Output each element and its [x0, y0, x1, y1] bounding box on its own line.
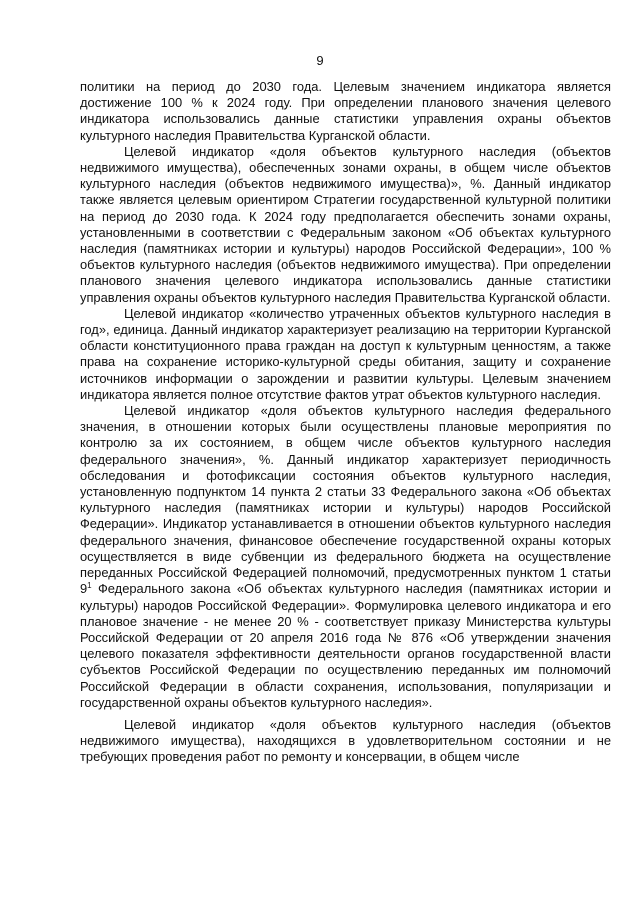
article-superscript: 1 [87, 581, 92, 591]
paragraph-1: политики на период до 2030 года. Целевым значением индикатора является достижение 100 % к 2024 году. При определении планового значения целевого индикатора использовались данные статистики управления охраны объектов культурного наследия Правительства Курганской области. [80, 79, 611, 143]
paragraph-3: Целевой индикатор «количество утраченных объектов культурного наследия в год», единица. Данный индикатор характеризует реализацию на территории Курганской области конституционного права граждан на доступ к культурным ценностям, а также права на сохранение историко-культурной среды обитания, защиту и сохранение источников информации о зарождении и развитии культуры. Целевым значением индикатора является полное отсутствие фактов утрат объектов культурного наследия. [80, 305, 611, 402]
paragraph-4-continued: Федерального закона «Об объектах культурного наследия (памятниках истории и культуры) народов Российской Федерации». Формулировка целевого индикатора и его плановое значение - не менее 20 % - соответствует приказу Министерства культуры Российской Федерации от 20 апреля 2016 года № 876 «Об утверждении значения целевого показателя эффективности деятельности органов государственной власти субъектов Российской Федерации по осуществлению переданных им полномочий Российской Федерации в области сохранения, использования, популяризации и государственной охраны объектов культурного наследия». [80, 581, 611, 710]
page-number: 9 [316, 53, 324, 68]
paragraph-2: Целевой индикатор «доля объектов культурного наследия (объектов недвижимого имущества), обеспеченных зонами охраны, в общем числе объектов культурного наследия (объектов недвижимого имущества)», %. Данный индикатор также является целевым ориентиром Стратегии государственной культурной политики на период до 2030 года. К 2024 году предполагается обеспечить зонами охраны, установленными в соответствии с Федеральным законом «Об объектах культурного наследия (памятниках истории и культуры) народов Российской Федерации», 100 % объектов культурного наследия (объектов недвижимого имущества). При определении планового значения целевого индикатора использовались данные статистики управления охраны объектов культурного наследия Правительства Курганской области. [80, 143, 611, 305]
paragraph-4-text: Целевой индикатор «доля объектов культурного наследия федерального значения, в отношении которых были осуществлены плановые мероприятия по контролю за их состоянием, в общем числе объектов культурного наследия федерального значения», %. Данный индикатор характеризует периодичность обследования и фотофиксации состояния объектов культурного наследия, установленную подпунктом 14 пункта 2 статьи 33 Федерального закона «Об объектах культурного наследия (памятниках истории и культуры) народов Российской Федерации». Индикатор устанавливается в отношении объектов культурного наследия федерального значения, финансовое обеспечение государственной охраны которых осуществляется в виде субвенции из федерального бюджета на осуществление переданных Российской Федерацией полномочий, предусмотренных пунктом 1 статьи 9 [80, 403, 611, 597]
paragraph-4 [80, 403, 611, 711]
document-body [80, 79, 611, 766]
paragraph-5: Целевой индикатор «доля объектов культурного наследия (объектов недвижимого имущества), находящихся в удовлетворительном состоянии и не требующих проведения работ по ремонту и консервации, в общем числе [80, 716, 611, 765]
